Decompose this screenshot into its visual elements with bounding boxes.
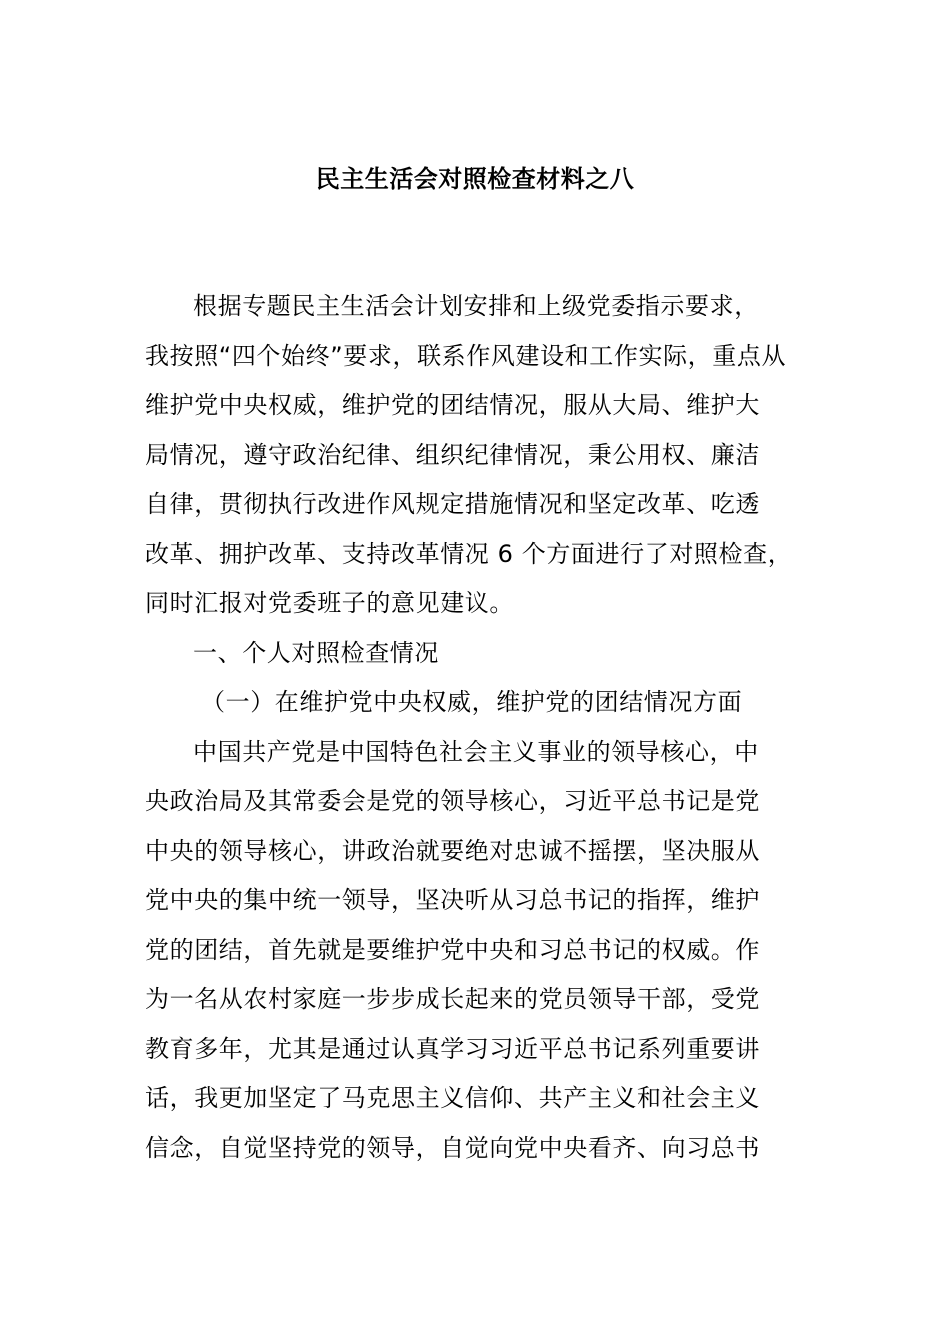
paragraph-line: 改革、拥护改革、支持改革情况 6 个方面进行了对照检查， [145,539,793,568]
document-title: 民主生活会对照检查材料之八 [315,165,635,193]
paragraph-line: 中国共产党是中国特色社会主义事业的领导核心，中 [193,737,759,766]
paragraph-line: 党中央的集中统一领导，坚决听从习总书记的指挥，维护 [145,886,760,914]
paragraph-line: 信念，自觉坚持党的领导，自觉向党中央看齐、向习总书 [145,1133,760,1162]
paragraph-line: 维护党中央权威，维护党的团结情况，服从大局、维护大 [145,391,760,419]
paragraph-line: 根据专题民主生活会计划安排和上级党委指示要求， [193,292,759,320]
paragraph-line: 自律，贯彻执行改进作风规定措施情况和坚定改革、吃透 [145,490,760,518]
paragraph-line: 央政治局及其常委会是党的领导核心，习近平总书记是党 [145,787,760,815]
paragraph-line: 局情况，遵守政治纪律、组织纪律情况，秉公用权、廉洁 [145,440,760,469]
paragraph-line: 中央的领导核心，讲政治就要绝对忠诚不摇摆，坚决服从 [145,836,760,865]
section-heading: 一、个人对照检查情况 [193,638,439,667]
document-body [145,282,835,1173]
paragraph-line: 话，我更加坚定了马克思主义信仰、共产主义和社会主义 [145,1084,760,1112]
paragraph-line: 为一名从农村家庭一步步成长起来的党员领导干部，受党 [145,985,760,1013]
paragraph-line: 同时汇报对党委班子的意见建议。 [145,589,514,617]
paragraph-line: 教育多年，尤其是通过认真学习习近平总书记系列重要讲 [145,1034,760,1063]
paragraph-line: 我按照“四个始终”要求，联系作风建设和工作实际，重点从 [145,341,787,370]
paragraph-line: 党的团结，首先就是要维护党中央和习总书记的权威。作 [145,935,760,964]
subsection-heading: （一）在维护党中央权威，维护党的团结情况方面 [201,688,743,716]
